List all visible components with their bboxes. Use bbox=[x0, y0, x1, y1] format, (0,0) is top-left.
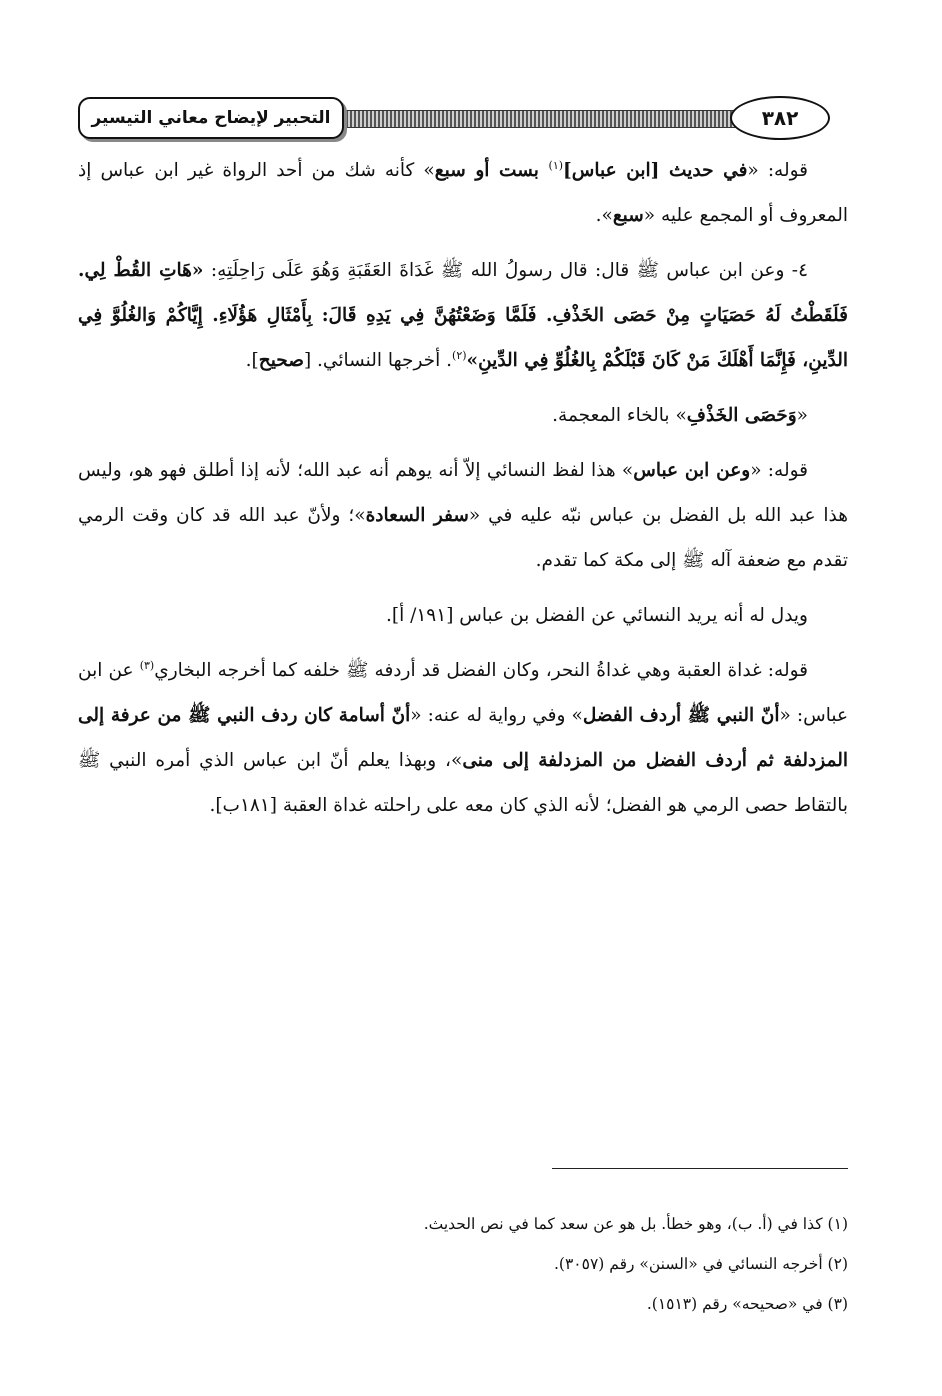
paragraph bbox=[78, 148, 848, 238]
text-run: ». bbox=[595, 205, 613, 226]
footnote: (٣) في «صحيحه» رقم (١٥١٣). bbox=[646, 1295, 848, 1313]
text-run: »، وبهذا يعلم أنّ ابن عباس الذي أمره النبي ﷺ بالتقاط حصى الرمي هو الفضل؛ لأنه الذي كان معه على راحلته غداة العقبة [١٨١ب]. bbox=[78, 750, 848, 816]
text-run: » هذا لفظ النسائي إلاّ أنه يوهم أنه عبد الله؛ لأنه إذا أطلق فهو هو، وليس هذا عبد الله بل الفضل بن عباس نبّه عليه في « bbox=[78, 460, 848, 526]
bold-run: «هَاتِ القُطْ لِي. فَلَقَطْتُ لَهُ حَصَيَاتٍ مِنْ حَصَى الخَذْفِ. فَلَمَّا وَضَعْتُهُنَّ فِي يَدِهِ قَالَ: بِأَمْثَالِ هَؤُلَاءِ. إِيَّاكُمْ وَالغُلُوَّ فِي الدِّينِ، فَإِنَّمَا أَهْلَكَ مَنْ كَانَ قَبْلَكُمْ بِالغُلُوِّ فِي الدِّينِ» bbox=[78, 260, 848, 371]
text-run: ٤- وعن ابن عباس ﷺ قال: قال رسولُ الله ﷺ غَدَاةَ العَقَبَةِ وَهُوَ عَلَى رَاحِلَتِهِ: bbox=[203, 260, 808, 281]
bold-run: أنّ النبي ﷺ أردف الفضل bbox=[582, 705, 780, 726]
text-run: ويدل له أنه يريد النسائي عن الفضل بن عباس [١٩١/ أ]. bbox=[386, 605, 808, 626]
bold-run: سبع bbox=[612, 205, 644, 226]
paragraph bbox=[78, 393, 848, 438]
footnote: (٢) أخرجه النسائي في «السنن» رقم (٣٠٥٧). bbox=[553, 1255, 848, 1273]
bold-run: أنّ أسامة كان ردف النبي ﷺ من عرفة إلى المزدلفة ثم أردف الفضل من المزدلفة إلى منى bbox=[78, 705, 848, 771]
text-run: » كأنه شك من أحد الرواة غير ابن عباس إذ المعروف أو المجمع عليه « bbox=[78, 160, 848, 226]
page-number: ٣٨٢ bbox=[730, 96, 830, 140]
paragraph bbox=[78, 593, 848, 638]
text-run: قوله: غداة العقبة وهي غداةُ النحر، وكان الفضل قد أردفه ﷺ خلفه كما أخرجه البخاري bbox=[154, 660, 808, 681]
footnote-separator bbox=[552, 1168, 848, 1169]
footnote-ref: (٢) bbox=[452, 348, 467, 362]
bold-run: صحيح bbox=[258, 350, 304, 371]
bold-run: وَحَصَى الخَذْفِ bbox=[686, 405, 797, 426]
bold-run: في حديث [ابن عباس] bbox=[563, 160, 748, 181]
text-run: . أخرجها النسائي. [ bbox=[303, 350, 453, 371]
main-text bbox=[78, 148, 848, 838]
text-run: « bbox=[796, 405, 808, 426]
footnote: (١) كذا في (أ. ب)، وهو خطأ. بل هو عن سعد كما في نص الحديث. bbox=[423, 1215, 848, 1233]
text-run: » وفي رواية له عنه: « bbox=[410, 705, 583, 726]
text-run: قوله: « bbox=[750, 460, 808, 481]
text-run: عن ابن عباس: « bbox=[78, 660, 848, 726]
text-run: قوله: « bbox=[747, 160, 809, 181]
footnote-ref: (١) bbox=[548, 158, 564, 172]
book-title: التحبير لإيضاح معاني التيسير bbox=[78, 97, 344, 139]
text-run: » بالخاء المعجمة. bbox=[552, 405, 687, 426]
header-decorative-band bbox=[278, 110, 788, 128]
footnote-ref: (٣) bbox=[139, 658, 155, 672]
paragraph bbox=[78, 448, 848, 583]
hadith-paragraph bbox=[78, 248, 848, 383]
running-header bbox=[78, 94, 848, 144]
paragraph bbox=[78, 648, 848, 828]
bold-run: وعن ابن عباس bbox=[633, 460, 751, 481]
text-run: »؛ ولأنّ عبد الله قد كان وقت الرمي تقدم مع ضعفة آله ﷺ إلى مكة كما تقدم. bbox=[78, 505, 848, 571]
footnotes bbox=[78, 1204, 848, 1324]
bold-run: سفر السعادة bbox=[365, 505, 469, 526]
bold-run: بست أو سبع bbox=[434, 160, 549, 181]
text-run: ]. bbox=[245, 350, 259, 371]
